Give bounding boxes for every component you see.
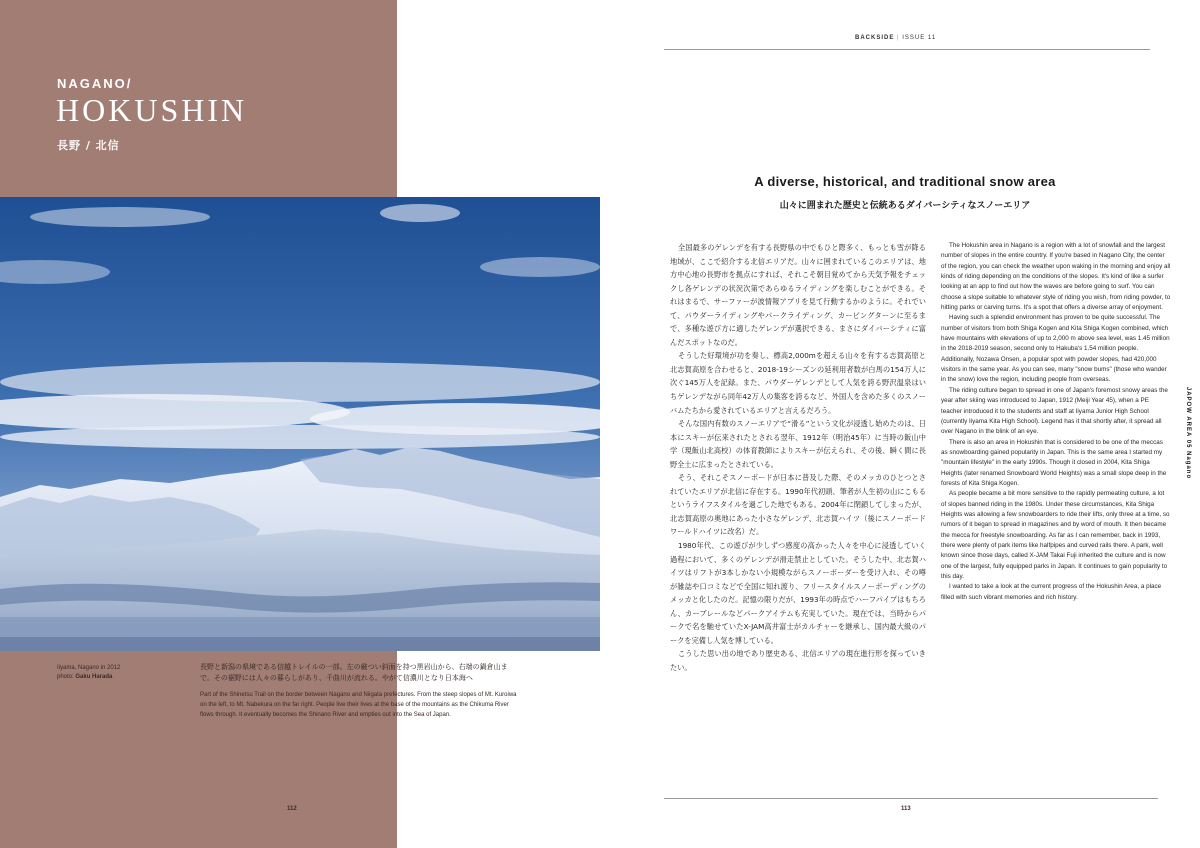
photo-credit-label: photo: <box>57 674 74 680</box>
region-title-jp: 長野 / 北信 <box>57 139 120 152</box>
region-title: HOKUSHIN <box>56 92 248 128</box>
header-separator: | <box>897 35 900 41</box>
region-label: NAGANO/ <box>57 76 133 91</box>
photo-caption-jp: 長野と新潟の県境である信越トレイルの一部。左の厳つい斜面を持つ黒岩山から、右端の鍋倉山まで。その裾野には人々の暮らしがあり、千曲川が流れる。やがて信濃川となり日本海へ <box>200 663 508 682</box>
body-en-paragraph: As people became a bit more sensitive to the rapidly permeating culture, a lot of slopes banned riding in the 1980s. Under these circumstances, Kita Shiga Heights was allowing a few snowboarders to ride their lifts, only three at a time, so rumors of it began to spread in magazines and by word of mouth. It then became the mecca for freestyle snowboarding. As far as I can remember, back in 1993, there were plenty of park items like halfpipes and curved rails there. A park, well known since those days, called X-JAM Takai Fuji inherited the culture and is now one of the largest, fully equipped parks in Japan. It continues to gain popularity to this day. <box>941 490 1170 580</box>
body-jp-paragraph: そんな国内有数のスノーエリアで“滑る”という文化が浸透し始めたのは、日本にスキーが伝来されたとされる翌年、1912年（明治45年）に当時の飯山中学（現飯山北高校）の体育教師によりスキーが伝えられ、その後、瞬く間に長野全土に広まったとされている。 <box>670 419 926 469</box>
body-jp-paragraph: そう、それこそスノーボードが日本に普及した際、そのメッカのひとつとされていたエリアが北信に存在する。1990年代初頭、筆者が人生初の山にこもるというライフスタイルを過ごした地でもある。2004年に閉鎖してしまったが、北志賀高原の奥地にあった小さなゲレンデ、北志賀ハイツ（後にスノーボードワールドハイツに改名）だ。 <box>670 473 926 537</box>
body-jp-paragraph: こうした思い出の地であり歴史ある、北信エリアの現在進行形を探っていきたい。 <box>670 649 926 672</box>
footer-rule <box>664 798 1158 799</box>
page-number-left: 112 <box>287 806 297 812</box>
article-headline: A diverse, historical, and traditional snow area <box>754 174 1056 189</box>
page-number-right: 113 <box>901 806 911 812</box>
article-subheadline: 山々に囲まれた歴史と伝統あるダイバーシティなスノーエリア <box>779 201 1031 211</box>
photo-credit-name: Gaku Harada <box>75 674 113 680</box>
body-jp-paragraph: 1980年代、この遊びが少しずつ感度の高かった人々を中心に浸透していく過程において、多くのゲレンデが滑走禁止としていた。そうした中、北志賀ハイツはリフトが3本しかない小規模ながらスノーボーダーを受け入れ、その噂が雑誌や口コミなどで全国に知れ渡り、フリースタイルスノーボーディングのメッカと化したのだ。記憶の限りだが、1993年の時点でハーフパイプはもちろん、カーブレールなどパークアイテムも充実していた。現在では、当時からパークで名を馳せていたX-JAM高井富士がカルチャーを継承し、国内最大級のパークを完備し人気を博している。 <box>670 541 926 645</box>
side-section-tab <box>1183 374 1190 494</box>
header-issue: ISSUE 11 <box>902 35 937 41</box>
photo-caption-en: Part of the Shinetsu Trail on the border between Nagano and Niigata prefectures. From the steep slopes of Mt. Kuroiwa on the left, to Mt. Nabekura on the far right. People live their lives at the base of the mountains as the Chikuma River flows through. It eventually becomes the Shinano River and empties out into the Sea of Japan. <box>200 692 517 718</box>
header-brand: BACKSIDE <box>855 35 895 41</box>
snow-mountain-photo <box>0 197 600 651</box>
body-en-paragraph: Having such a splendid environment has proven to be quite successful. The number of visitors from both Shiga Kogen and Kita Shiga Kogen combined, which have mountains with elevations of up to 2,000 m above sea level, was 1.45 million in the 2018-2019 season, second only to Hakuba's 1.54 million people. Additionally, Nozawa Onsen, a popular spot with powder slopes, had 420,000 visitors in the same year. As you can see, many "snow bums" (those who wander in the snow) love the region, including people from overseas. <box>941 314 1170 384</box>
side-tab-label: JAPOW AREA 05 Nagano <box>1185 386 1191 480</box>
body-en-paragraph: I wanted to take a look at the current progress of the Hokushin Area, a place filled with such vibrant memories and rich history. <box>941 583 1162 601</box>
body-jp-paragraph: そうした好環境が功を奏し、標高2,000mを超える山々を有する志賀高原と北志賀高原を合わせると、2018-19シーズンの延利用者数が白馬の154万人に次ぐ145万人を記録。また、パウダーゲレンデとして人気を誇る野沢温泉はいちゲレンデながら同年42万人の集客を誇るなど、外国人を含めた多くのスノーバムたちから愛されているエリアと言えるだろう。 <box>670 351 926 415</box>
running-header <box>855 35 936 41</box>
article-body-jp <box>670 241 926 675</box>
body-en-paragraph: The Hokushin area in Nagano is a region with a lot of snowfall and the largest number of slopes in the entire country. If you're based in Nagano City, the center of the region, you can check the weather upon waking in the morning and enjoy all kinds of riding depending on the conditions of the slopes. It's kind of like a surfer looking at an app to find out how the waves are before going to surf. You can choose a slope suitable to whatever style of riding you wish, from riding powder, to hitting parks or carving turns. It's a spot that offers a diverse array of enjoyment. <box>941 242 1171 312</box>
body-jp-paragraph: 全国最多のゲレンデを有する長野県の中でもひと際多く、もっとも雪が降る地域が、ここで紹介する北信エリアだ。山々に囲まれているこのエリアは、地方中心地の長野市を拠点にすれば、それこそ朝目覚めてから天気予報をチェックし各ゲレンデの状況次第であらゆるライディングを楽しむことができる。それはまるで、サーファーが波情報アプリを見て行動するかのように。それでいて、パウダーライディングやパークライディング、カービングターンに至るまで、多種な遊び方に適したゲレンデが選択できる、まさにダイバーシティに富んだスポットなのだ。 <box>670 243 926 347</box>
photo-credit <box>57 664 120 682</box>
body-en-paragraph: The riding culture began to spread in one of Japan's foremost snowy areas the year after skiing was introduced to Japan, 1912 (Meiji Year 45), when a PE teacher introduced it to the students and staff at Iiyama Junior High School (currently Iiyama Kita High School). Legend has it that shortly after, it spread all over Nagano in the blink of an eye. <box>941 386 1168 436</box>
body-en-paragraph: There is also an area in Hokushin that is considered to be one of the meccas as snowboarding gained popularity in Japan. This is the same area I started my "mountain lifestyle" in the early 1990s. Though it closed in 2004, Kita Shiga Heights (later renamed Snowboard World Heights) was a small slope deep in the forests of Kita Shiga Kogen. <box>941 438 1167 487</box>
header-rule <box>664 49 1150 50</box>
photo-credit-place: Iiyama, Nagano in 2012 <box>57 665 121 671</box>
article-body-en <box>941 241 1171 603</box>
